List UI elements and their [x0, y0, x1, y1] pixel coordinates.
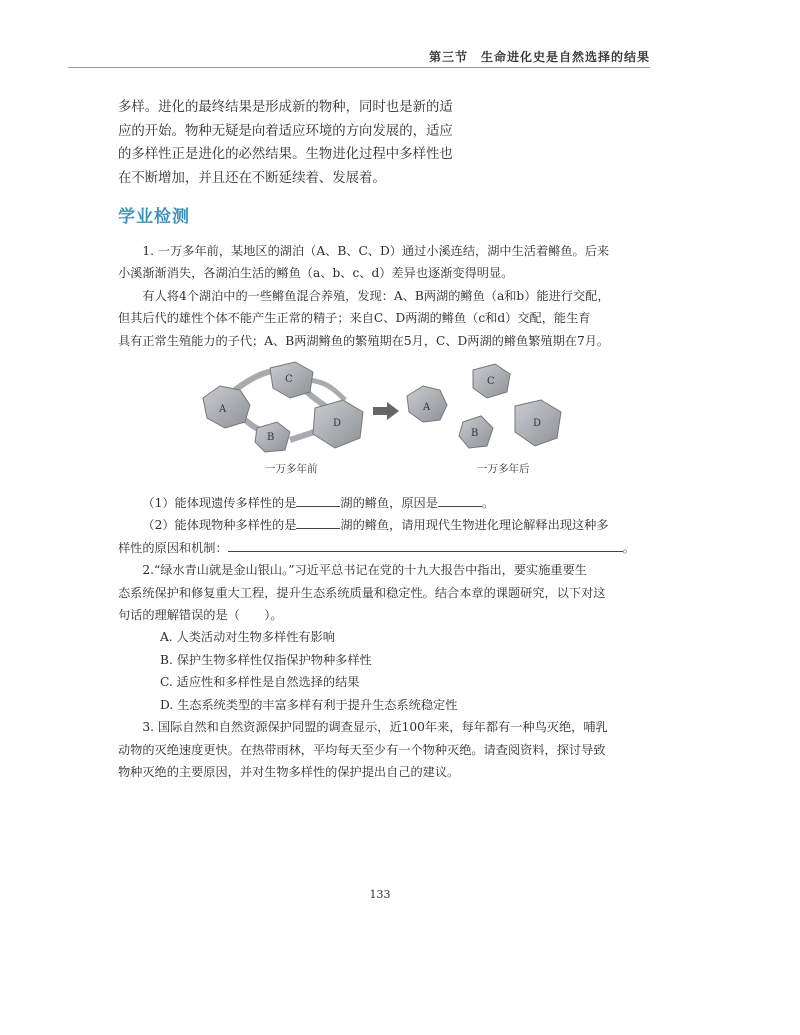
q1-sub-1-text: （1）能体现遗传多样性的是	[142, 496, 297, 511]
q1-sub-1-text: 。	[481, 496, 495, 511]
stream	[235, 372, 275, 390]
running-header: 第三节 生命进化史是自然选择的结果	[428, 50, 650, 64]
answer-blank[interactable]	[228, 537, 623, 552]
intro-line: 应的开始。物种无疑是向着适应环境的方向发展的，适应	[118, 123, 453, 139]
q2-option-b: B. 保护生物多样性仅指保护物种多样性	[160, 652, 372, 667]
question-3	[118, 716, 658, 783]
intro-line: 在不断增加，并且还在不断延续着、发展着。	[118, 170, 386, 186]
intro-line: 的多样性正是进化的必然结果。生物进化过程中多样性也	[118, 147, 453, 162]
header-rule	[68, 67, 650, 68]
q3-line: 动物的灭绝速度更快。在热带雨林，平均每天至少有一个物种灭绝。请查阅资料，探讨导致	[118, 742, 606, 757]
answer-blank[interactable]	[438, 492, 482, 507]
lake-label-b-after: B	[471, 428, 479, 439]
arrow-icon	[373, 402, 399, 420]
q2-line: 2.“绿水青山就是金山银山。”习近平总书记在党的十九大报告中指出，要实施重要生	[142, 563, 587, 578]
q1-line: 小溪渐渐消失，各湖泊生活的鳉鱼（a、b、c、d）差异也逐渐变得明显。	[118, 266, 514, 281]
answer-blank[interactable]	[296, 514, 340, 529]
q1-sub-1-text: 湖的鳉鱼，原因是	[340, 496, 438, 511]
q1-sub-2-text: 湖的鳉鱼，请用现代生物进化理论解释出现这种多	[340, 518, 609, 533]
page-number: 133	[369, 888, 391, 901]
lake-label-b: B	[267, 432, 275, 443]
lake-label-d-after: D	[533, 418, 542, 429]
q2-line: 态系统保护和修复重大工程，提升生态系统质量和稳定性。结合本章的课题研究，以下对这	[118, 585, 606, 600]
intro-paragraph	[118, 96, 488, 190]
q1-sub-2	[118, 514, 658, 536]
lake-label-c-after: C	[487, 376, 495, 387]
caption-before: 一万多年前	[265, 463, 318, 475]
intro-line: 多样。进化的最终结果是形成新的物种，同时也是新的适	[118, 100, 453, 115]
q1-line: 但其后代的雄性个体不能产生正常的精子；来自C、D两湖的鳉鱼（c和d）交配，能生育	[118, 311, 591, 326]
lake-label-d: D	[333, 418, 342, 429]
q1-sub-2-text: （2）能体现物种多样性的是	[142, 518, 297, 533]
q1-line: 1. 一万多年前，某地区的湖泊（A、B、C、D）通过小溪连结，湖中生活着鳉鱼。后来	[142, 244, 610, 258]
lakes-before-group	[203, 362, 363, 475]
question-1-subquestions	[118, 492, 658, 559]
q1-sub-2-text: 。	[622, 540, 635, 555]
lake-a	[203, 386, 250, 428]
exercise-body	[118, 240, 658, 783]
q1-sub-2-cont	[118, 537, 658, 559]
q1-sub-2-text: 样性的原因和机制：	[118, 540, 228, 555]
lakes-after-group	[407, 364, 561, 475]
caption-after: 一万多年后	[477, 463, 530, 475]
q1-line: 有人将4个湖泊中的一些鳉鱼混合养殖，发现：A、B两湖的鳉鱼（a和b）能进行交配，	[142, 288, 610, 303]
q2-option-a: A. 人类活动对生物多样性有影响	[160, 630, 335, 645]
question-1	[118, 240, 658, 352]
q3-line: 3. 国际自然和自然资源保护同盟的调查显示，近100年来，每年都有一种鸟灭绝，哺乳	[142, 720, 608, 735]
lakes-figure	[195, 360, 575, 480]
lake-label-c: C	[285, 374, 293, 385]
lake-label-a: A	[219, 404, 227, 415]
q2-option-c: C. 适应性和多样性是自然选择的结果	[160, 675, 360, 690]
question-2	[118, 559, 658, 716]
section-title: 学业检测	[118, 207, 190, 227]
lake-label-a-after: A	[423, 402, 431, 413]
q1-sub-1	[118, 492, 658, 514]
q2-option-d: D. 生态系统类型的丰富多样有利于提升生态系统稳定性	[160, 697, 458, 712]
q3-line: 物种灭绝的主要原因，并对生物多样性的保护提出自己的建议。	[118, 764, 460, 779]
q1-line: 具有正常生殖能力的子代；A、B两湖鳉鱼的繁殖期在5月，C、D两湖的鳉鱼繁殖期在7月。	[118, 333, 610, 348]
answer-blank[interactable]	[296, 492, 340, 507]
q2-line: 句话的理解错误的是（ ）。	[118, 608, 283, 623]
